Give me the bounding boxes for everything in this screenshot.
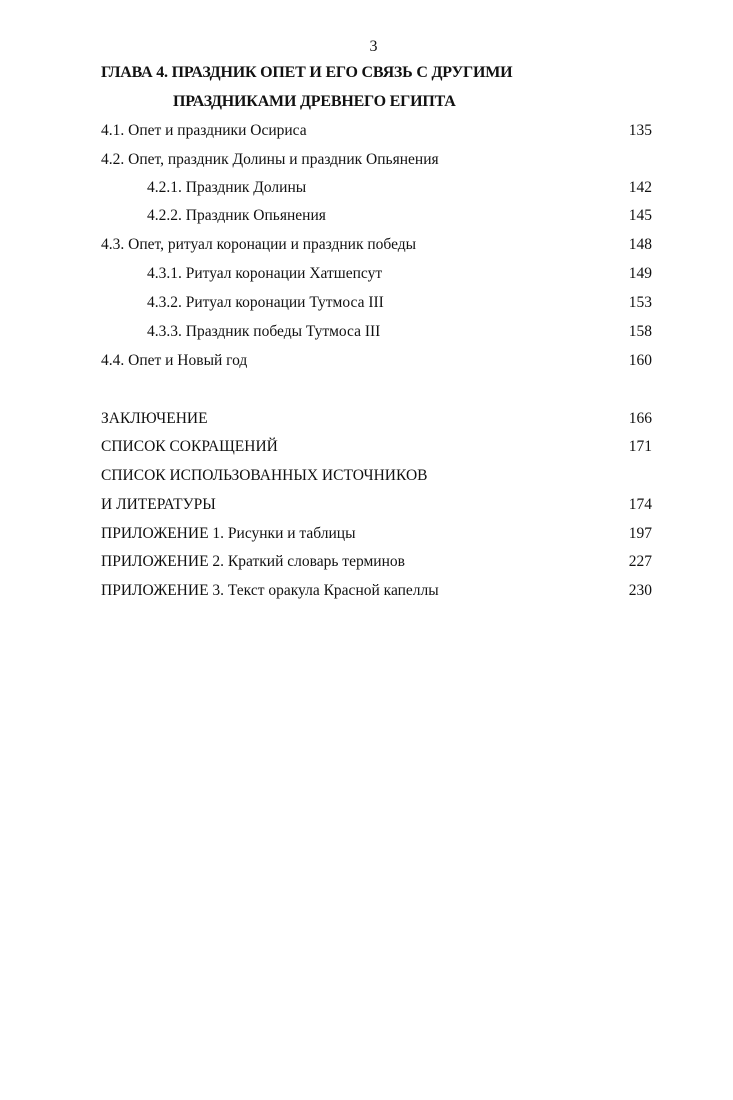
- toc-entry-label: ПРИЛОЖЕНИЕ 2. Краткий словарь терминов: [101, 553, 405, 570]
- toc-entry-page: 227: [628, 553, 652, 570]
- toc-entry-label: 4.3.2. Ритуал коронации Тутмоса III: [147, 294, 384, 311]
- toc-entry-page: 197: [628, 525, 652, 542]
- chapter-heading-line-2: ПРАЗДНИКАМИ ДРЕВНЕГО ЕГИПТА: [173, 93, 456, 110]
- toc-entry: [0, 352, 733, 374]
- toc-entry: [0, 265, 733, 287]
- toc-entry-page: 160: [628, 352, 652, 369]
- toc-entry: [0, 582, 733, 604]
- toc-entry: [0, 122, 733, 144]
- toc-entry-label: 4.2.2. Праздник Опьянения: [147, 207, 326, 224]
- toc-entry-page: 145: [628, 207, 652, 224]
- toc-entry: [0, 438, 733, 460]
- toc-entry-page: 149: [628, 265, 652, 282]
- toc-entry-page: 148: [628, 236, 652, 253]
- toc-entry-label: 4.3.3. Праздник победы Тутмоса III: [147, 323, 381, 340]
- page-number: 3: [369, 38, 378, 55]
- toc-entry-page: 166: [628, 410, 652, 427]
- toc-entry-page: 171: [628, 438, 652, 455]
- toc-entry-label: 4.3.1. Ритуал коронации Хатшепсут: [147, 265, 383, 282]
- toc-entry-label: 4.4. Опет и Новый год: [101, 352, 248, 369]
- toc-entry-label: И ЛИТЕРАТУРЫ: [101, 496, 216, 513]
- toc-entry-page: 153: [628, 294, 652, 311]
- toc-entry-page: 142: [628, 179, 652, 196]
- toc-entry: [0, 410, 733, 432]
- toc-entry-label: ПРИЛОЖЕНИЕ 3. Текст оракула Красной капеллы: [101, 582, 439, 599]
- toc-entry-label: 4.1. Опет и праздники Осириса: [101, 122, 307, 139]
- toc-entry: [0, 553, 733, 575]
- chapter-heading-line-1: ГЛАВА 4. ПРАЗДНИК ОПЕТ И ЕГО СВЯЗЬ С ДРУГИМИ: [101, 64, 513, 81]
- toc-entry: [0, 323, 733, 345]
- toc-entry-page: 135: [628, 122, 652, 139]
- toc-entry: [0, 207, 733, 229]
- toc-entry: [0, 467, 733, 489]
- toc-entry: [0, 294, 733, 316]
- toc-entry-label: ПРИЛОЖЕНИЕ 1. Рисунки и таблицы: [101, 525, 356, 542]
- toc-entry: [0, 179, 733, 201]
- toc-entry-label: 4.3. Опет, ритуал коронации и праздник победы: [101, 236, 417, 253]
- toc-entry-page: 174: [628, 496, 652, 513]
- toc-entry: [0, 236, 733, 258]
- toc-entry-page: 230: [628, 582, 652, 599]
- toc-entry-label: СПИСОК СОКРАЩЕНИЙ: [101, 438, 278, 455]
- toc-entry-label: 4.2.1. Праздник Долины: [147, 179, 307, 196]
- toc-entry: [0, 151, 733, 173]
- toc-entry-label: 4.2. Опет, праздник Долины и праздник Опьянения: [101, 151, 439, 168]
- toc-entry-label: ЗАКЛЮЧЕНИЕ: [101, 410, 208, 427]
- toc-entry: [0, 496, 733, 518]
- toc-entry: [0, 525, 733, 547]
- toc-entry-page: 158: [628, 323, 652, 340]
- toc-entry-label: СПИСОК ИСПОЛЬЗОВАННЫХ ИСТОЧНИКОВ: [101, 467, 428, 484]
